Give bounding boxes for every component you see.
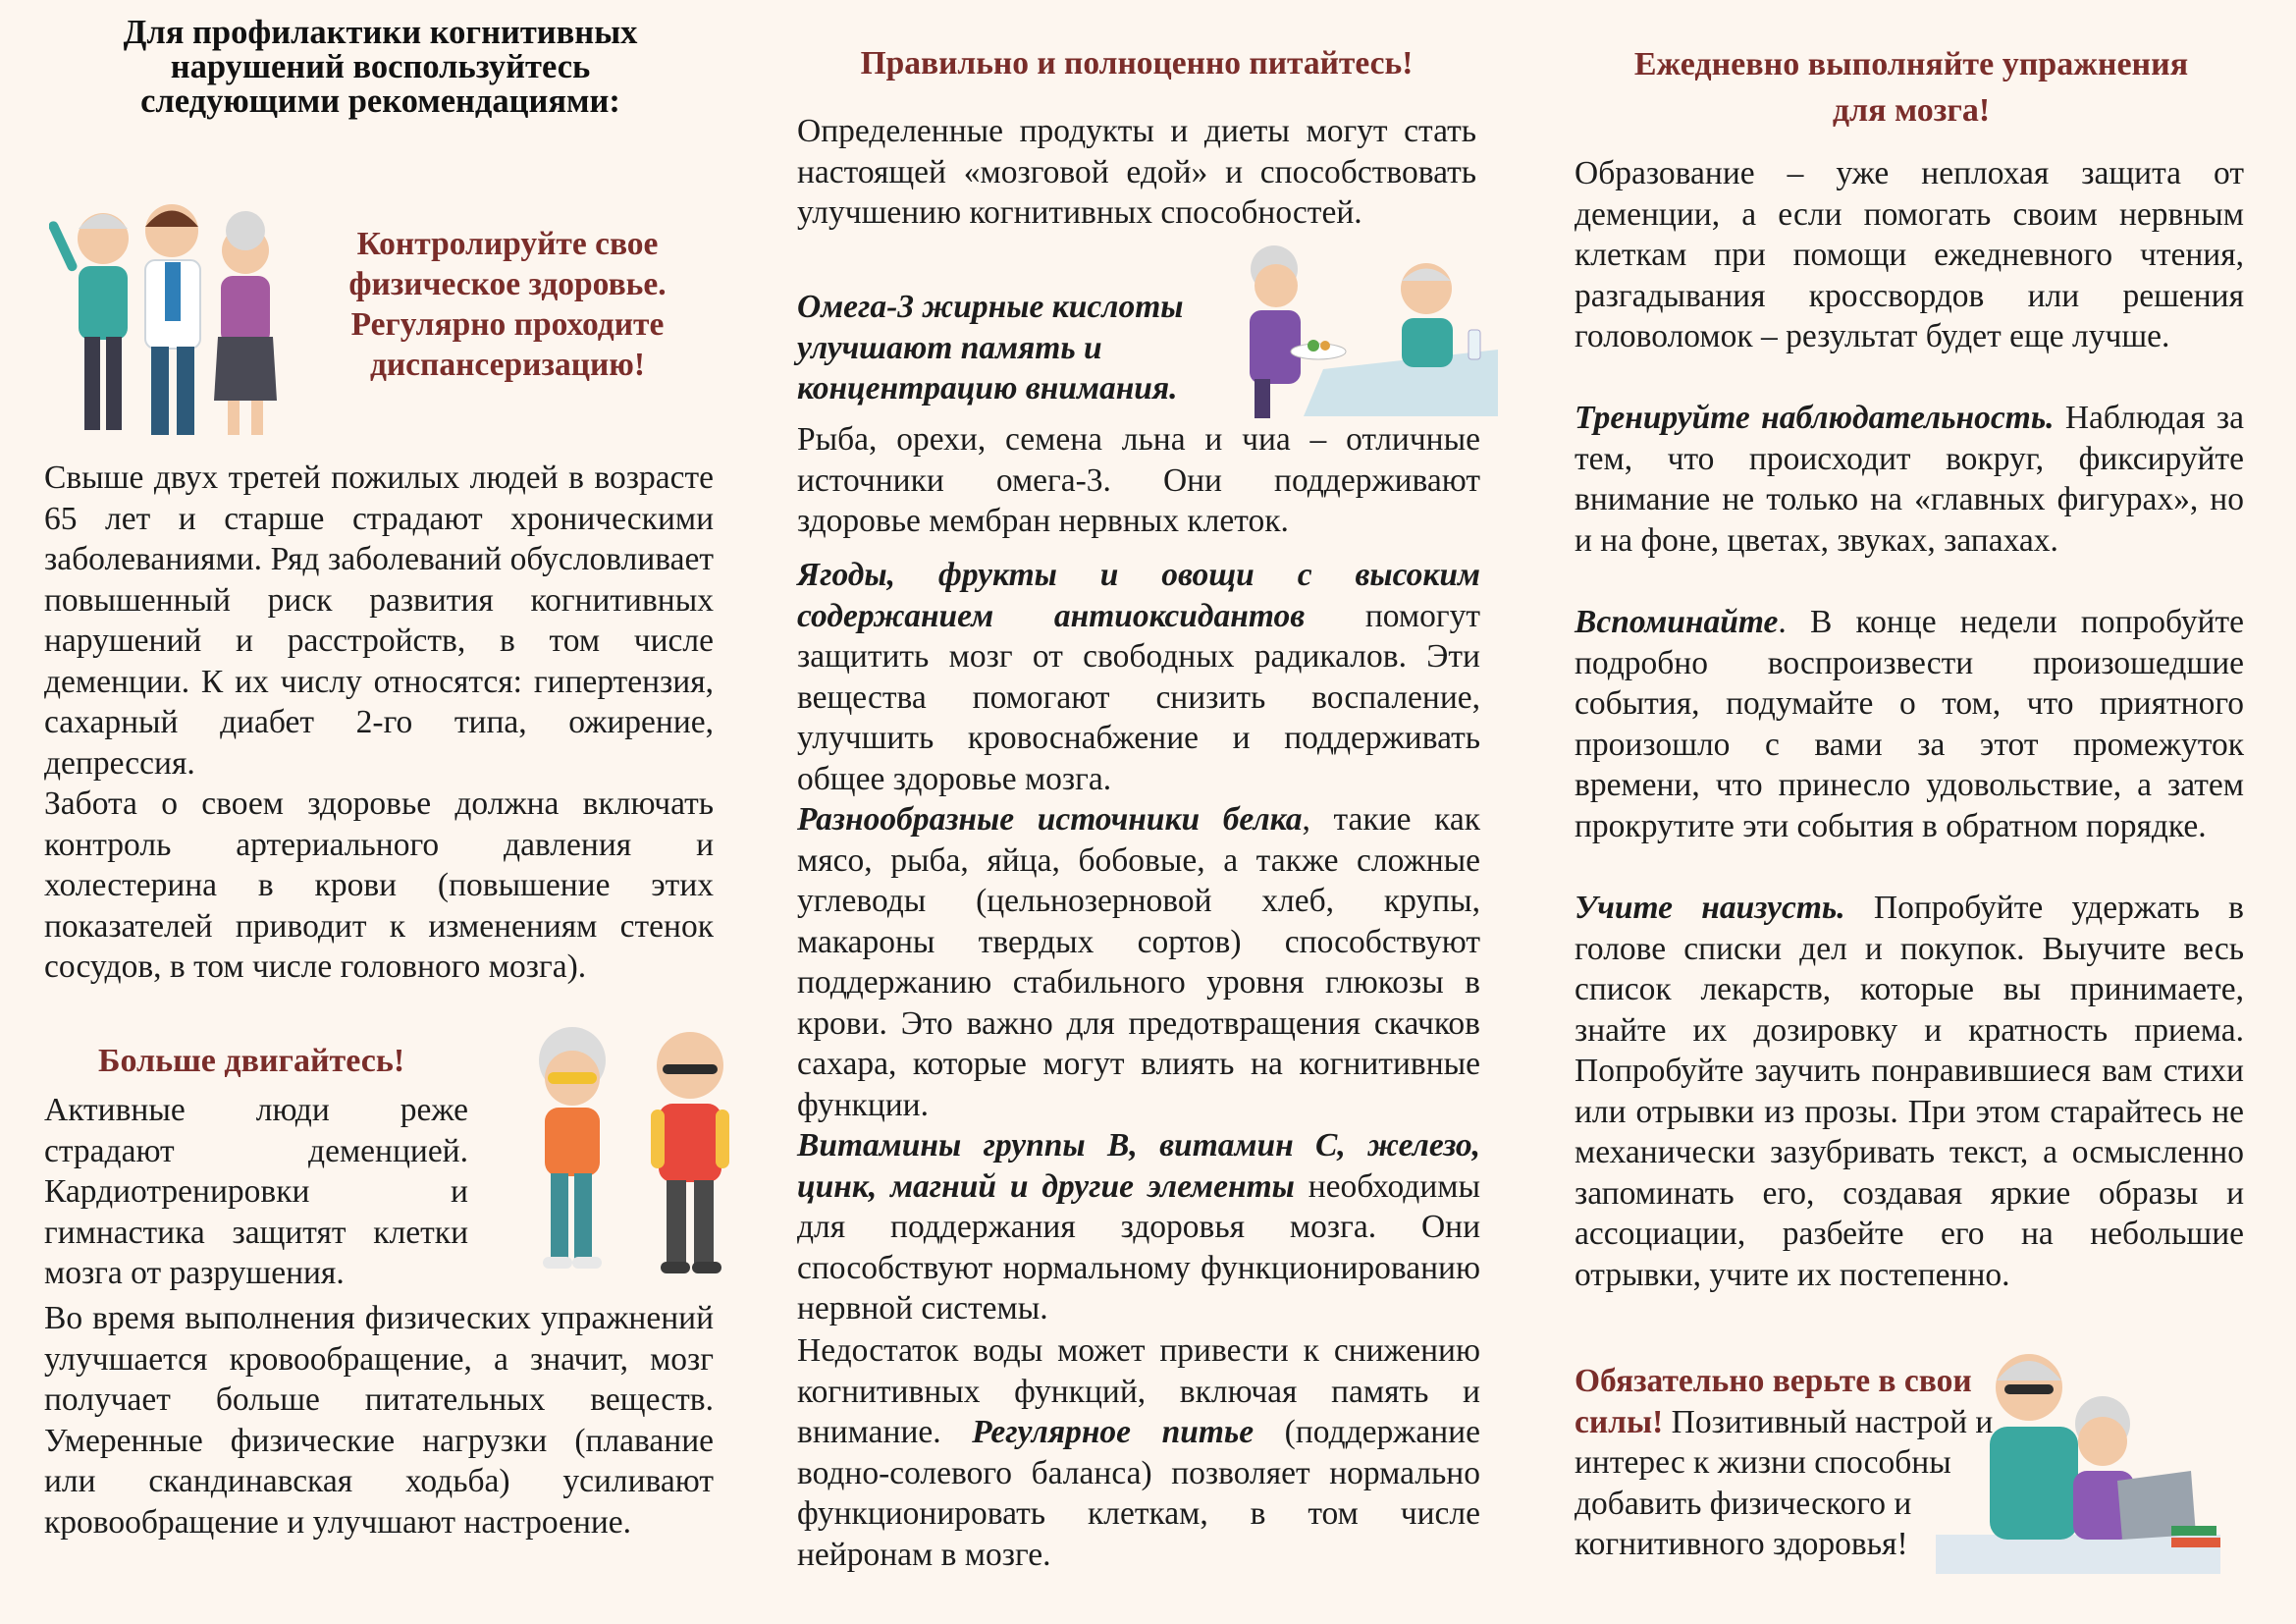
doctor-patients-illustration	[49, 189, 294, 440]
learn-text: Попробуйте удержать в голове списки дел и покупок. Выучите весь список лекарств, которые вы принимаете, знайте их дозировку и кратность приема. Попробуйте заучить понравившиеся вам стихи или отрывки из прозы. При этом старайтесь не механически зазубривать текст, а осмысленно запоминать его, создавая яркие образы и ассоциации, разбейте его на небольшие отрывки, учите их постепенно.	[1575, 890, 2244, 1293]
brain-exercise-heading: Ежедневно выполняйте упражнения для мозга!	[1633, 46, 2189, 129]
protein-text: , такие как мясо, рыба, яйца, бобовые, а также сложные углеводы (цельнозерновой хлеб, крупы, макароны твердых сортов) способствуют поддержанию стабильного уровня глюкозы в крови. Это важно для предотвращения скачков сахара, которые могут влиять на когнитивные функции.	[797, 801, 1480, 1123]
col2-paragraph-2: Рыба, орехи, семена льна и чиа – отличные источники омега-3. Они поддерживают здоровье мембран нервных клеток.	[797, 421, 1480, 539]
col1-paragraph-3: Активные люди реже страдают деменцией. Кардиотренировки и гимнастика защитят клетки мозга от разрушения.	[44, 1092, 468, 1291]
berries-text: помогут защитить мозг от свободных радикалов. Эти вещества помогают снизить воспаление, улучшить кровоснабжение и поддерживать общее здоровье мозга.	[797, 597, 1480, 797]
protein-paragraph	[797, 799, 1480, 1125]
observe-paragraph	[1575, 398, 2244, 561]
water-text-end: (поддержание водно-солевого баланса) позволяет нормально функционировать клеткам, в том числе нейронам в мозге.	[797, 1414, 1480, 1573]
nutrition-heading: Правильно и полноценно питайтесь!	[860, 45, 1414, 81]
omega-heading: Омега-3 жирные кислоты улучшают память и концентрацию внимания.	[797, 289, 1184, 406]
meal-illustration	[1225, 242, 1498, 418]
recall-paragraph	[1575, 602, 2244, 846]
laptop-couple-illustration	[1936, 1333, 2235, 1579]
learn-paragraph	[1575, 888, 2244, 1295]
observe-emphasis: Тренируйте наблюдательность.	[1575, 400, 2055, 436]
col1-paragraph-4: Во время выполнения физических упражнений улучшается кровообращение, а значит, мозг получает больше питательных веществ. Умеренные физические нагрузки (плавание или скандинавская ходьба) усиливают кровообращение и улучшают настроение.	[44, 1300, 714, 1541]
main-title: Для профилактики когнитивных нарушений воспользуйтесь следующими рекомендациями:	[123, 14, 638, 120]
observe-text: Наблюдая за тем, что происходит вокруг, фиксируйте внимание не только на «главных фигурах», но и на фоне, цветах, звуках, запахах.	[1575, 400, 2244, 559]
col1-paragraph-1: Свыше двух третей пожилых людей в возрасте 65 лет и старше страдают хроническими заболеваниями. Ряд заболеваний обусловливает повышенный риск развития когнитивных нарушений и расстройств, в том числе деменции. К их числу относятся: гипертензия, сахарный диабет 2-го типа, ожирение, депрессия.	[44, 460, 714, 782]
jogging-couple-illustration	[513, 1021, 774, 1286]
recall-emphasis: Вспоминайте	[1575, 604, 1779, 640]
believe-emphasis: Обязательно верьте в свои силы!	[1575, 1363, 1972, 1440]
column-left	[44, 0, 717, 1624]
recall-text: . В конце недели попробуйте подробно воспроизвести произошедшие события, подумайте о том, что приятного произошло с вами за этот промежуток времени, что принесло удовольствие, а затем прокрутите эти события в обратном порядке.	[1575, 604, 2244, 844]
protein-emphasis: Разнообразные источники белка	[797, 801, 1303, 838]
col3-paragraph-1: Образование – уже неплохая защита от деменции, а если помогать своим нервным клеткам при помощи ежедневного чтения, разгадывания кроссвордов или решения головоломок – результат будет еще лучше.	[1575, 155, 2244, 354]
health-heading: Контролируйте свое физическое здоровье. Регулярно проходите диспансеризацию!	[348, 226, 667, 383]
move-heading: Больше двигайтесь!	[98, 1043, 405, 1079]
column-right	[1575, 0, 2248, 1624]
believe-text: Позитивный настрой и интерес к жизни способны добавить физического и когнитивного здоровья!	[1575, 1403, 1994, 1562]
vitamins-paragraph	[797, 1125, 1480, 1329]
water-text-start: Недостаток воды может привести к снижению когнитивных функций, включая память и внимание.	[797, 1332, 1480, 1450]
berries-emphasis: Ягоды, фрукты и овощи с высоким содержанием антиоксидантов	[797, 557, 1480, 634]
berries-paragraph	[797, 555, 1480, 799]
learn-emphasis: Учите наизусть.	[1575, 890, 1845, 926]
column-middle	[793, 0, 1480, 1624]
vitamins-text: необходимы для поддержания здоровья мозга. Они способствуют нормальному функционированию нервной системы.	[797, 1167, 1480, 1326]
water-paragraph	[797, 1330, 1480, 1575]
col1-paragraph-2: Забота о своем здоровье должна включать контроль артериального давления и холестерина в крови (повышение этих показателей приводит к изменениям стенок сосудов, в том числе головного мозга).	[44, 785, 714, 985]
water-emphasis: Регулярное питье	[972, 1414, 1255, 1450]
vitamins-emphasis: Витамины группы В, витамин С, железо, цинк, магний и другие элементы	[797, 1127, 1480, 1205]
col2-paragraph-1: Определенные продукты и диеты могут стать настоящей «мозговой едой» и способствовать улучшению когнитивных способностей.	[797, 113, 1476, 231]
